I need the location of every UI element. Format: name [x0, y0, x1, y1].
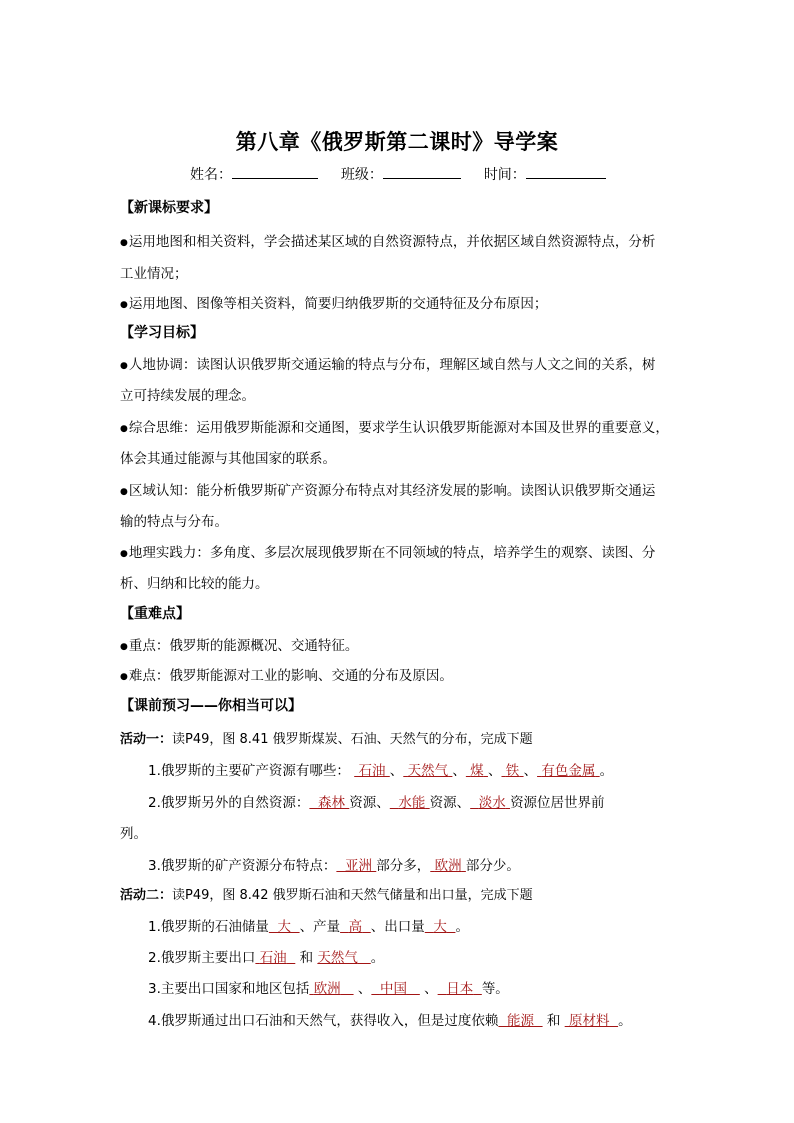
answer-blank: 石油 — [358, 763, 386, 779]
answer-blank: 天然气 — [407, 763, 449, 779]
standards-item-2 — [120, 292, 547, 312]
answer-blank: 日本 — [446, 981, 474, 997]
answer-blank: 铁 — [505, 763, 520, 779]
a1-q1-text: 1.俄罗斯的主要矿产资源有哪些： — [148, 763, 350, 779]
key-point-2 — [120, 664, 453, 684]
answer-blank: 石油 — [259, 950, 287, 966]
key-points-heading: 【重难点】 — [120, 606, 190, 622]
a1-question-2-cont: 列。 — [120, 826, 147, 842]
answer-blank: 亚洲 — [344, 858, 372, 874]
class-blank[interactable] — [383, 164, 461, 179]
a2-q4-text: 4.俄罗斯通过出口石油和天然气，获得收入，但是过度依赖 — [148, 1013, 499, 1029]
goal-2-cont: 体会其通过能源与其他国家的联系。 — [120, 451, 336, 467]
bullet-icon: ● — [120, 549, 128, 559]
time-blank[interactable] — [526, 164, 606, 179]
standards-item-1 — [120, 230, 655, 250]
activity-2-label: 活动二： — [120, 888, 173, 903]
a2-question-2: 2.俄罗斯主要出口 石油 和 天然气 。 — [148, 950, 385, 966]
bullet-icon: ● — [120, 672, 128, 682]
answer-blank: 中国 — [379, 981, 407, 997]
answer-blank: 水能 — [398, 795, 426, 811]
answer-blank: 大 — [433, 919, 447, 935]
goal-1-text: 人地协调：读图认识俄罗斯交通运输的特点与分布，理解区域自然与人文之间的关系，树 — [128, 357, 656, 373]
answer-blank: 大 — [277, 919, 291, 935]
answer-blank: 天然气 — [317, 950, 358, 966]
activity-2-text: 读P49，图 8.42 俄罗斯石油和天然气储量和出口量，完成下题 — [172, 888, 533, 903]
bullet-icon: ● — [120, 642, 128, 652]
answer-blank: 能源 — [506, 1013, 534, 1029]
goal-3 — [120, 479, 655, 499]
goal-2-text: 综合思维：运用俄罗斯能源和交通图，要求学生认识俄罗斯能源对本国及世界的重要意义， — [128, 420, 669, 436]
activity-1-title — [120, 728, 533, 747]
name-label: 姓名： — [190, 167, 232, 183]
bullet-icon: ● — [120, 238, 128, 248]
standards-heading: 【新课标要求】 — [120, 200, 218, 216]
key-point-1 — [120, 634, 358, 654]
a2-q1-text: 1.俄罗斯的石油储量 — [148, 919, 269, 935]
a2-question-4: 4.俄罗斯通过出口石油和天然气，获得收入，但是过度依赖 能源 和 原材料 。 — [148, 1013, 632, 1029]
key-point-2-text: 难点：俄罗斯能源对工业的影响、交通的分布及原因。 — [128, 668, 453, 684]
bullet-icon: ● — [120, 424, 128, 434]
goal-2 — [120, 416, 669, 436]
answer-blank: 森林 — [317, 795, 345, 811]
page-title: 第八章《俄罗斯第二课时》导学案 — [235, 130, 559, 154]
activity-1-text: 读P49，图 8.41 俄罗斯煤炭、石油、天然气的分布，完成下题 — [172, 732, 533, 747]
activity-1-label: 活动一： — [120, 732, 173, 747]
answer-blank: 煤 — [470, 763, 484, 779]
goal-1-cont: 立可持续发展的理念。 — [120, 388, 255, 404]
answer-blank: 欧洲 — [313, 981, 341, 997]
bullet-icon: ● — [120, 487, 128, 497]
goal-4-cont: 析、归纳和比较的能力。 — [120, 576, 269, 592]
a1-q2-text: 2.俄罗斯另外的自然资源： — [148, 795, 310, 811]
goal-4-text: 地理实践力：多角度、多层次展现俄罗斯在不同领域的特点，培养学生的观察、读图、分 — [128, 545, 656, 561]
class-label: 班级： — [340, 167, 383, 183]
standards-item-1-text: 运用地图和相关资料，学会描述某区域的自然资源特点，并依据区域自然资源特点，分析 — [128, 234, 656, 250]
a2-q3-text: 3.主要出口国家和地区包括 — [148, 981, 310, 997]
bullet-icon: ● — [120, 300, 128, 310]
answer-blank: 淡水 — [478, 795, 506, 811]
goal-3-cont: 输的特点与分布。 — [120, 514, 228, 530]
answer-blank: 高 — [348, 919, 363, 935]
a2-q2-text: 2.俄罗斯主要出口 — [148, 950, 256, 966]
a2-question-3: 3.主要出口国家和地区包括 欧洲 、 中国 、 日本 等。 — [148, 981, 509, 997]
goal-1 — [120, 353, 655, 373]
standards-item-1-cont: 工业情况； — [120, 266, 188, 282]
goal-3-text: 区域认知：能分析俄罗斯矿产资源分布特点对其经济发展的影响。读图认识俄罗斯交通运 — [128, 483, 656, 499]
bullet-icon: ● — [120, 361, 128, 371]
student-info-line — [190, 164, 606, 184]
standards-item-2-text: 运用地图、图像等相关资料，简要归纳俄罗斯的交通特征及分布原因； — [128, 296, 548, 312]
a1-question-3: 3.俄罗斯的矿产资源分布特点： 亚洲 部分多， 欧洲 部分少。 — [148, 858, 520, 874]
a1-question-1: 1.俄罗斯的主要矿产资源有哪些： 石油 、 天然气 、 煤 、 铁 、 有色金属 。 — [148, 763, 614, 779]
a1-question-2: 2.俄罗斯另外的自然资源： 森林 资源、 水能 资源、 淡水 资源位居世界前 — [148, 795, 605, 811]
preview-heading: 【课前预习——你相当可以】 — [120, 698, 302, 714]
goal-4 — [120, 541, 655, 561]
goals-heading: 【学习目标】 — [120, 325, 204, 341]
key-point-1-text: 重点：俄罗斯的能源概况、交通特征。 — [128, 638, 359, 654]
name-blank[interactable] — [232, 164, 318, 179]
answer-blank: 欧洲 — [434, 858, 462, 874]
activity-2-title — [120, 884, 533, 903]
answer-blank: 原材料 — [568, 1013, 610, 1029]
answer-blank: 有色金属 — [541, 763, 596, 779]
time-label: 时间： — [483, 167, 526, 183]
a2-question-1: 1.俄罗斯的石油储量 大 、产量 高 、出口量 大 。 — [148, 919, 469, 935]
a1-q3-text: 3.俄罗斯的矿产资源分布特点： — [148, 858, 337, 874]
